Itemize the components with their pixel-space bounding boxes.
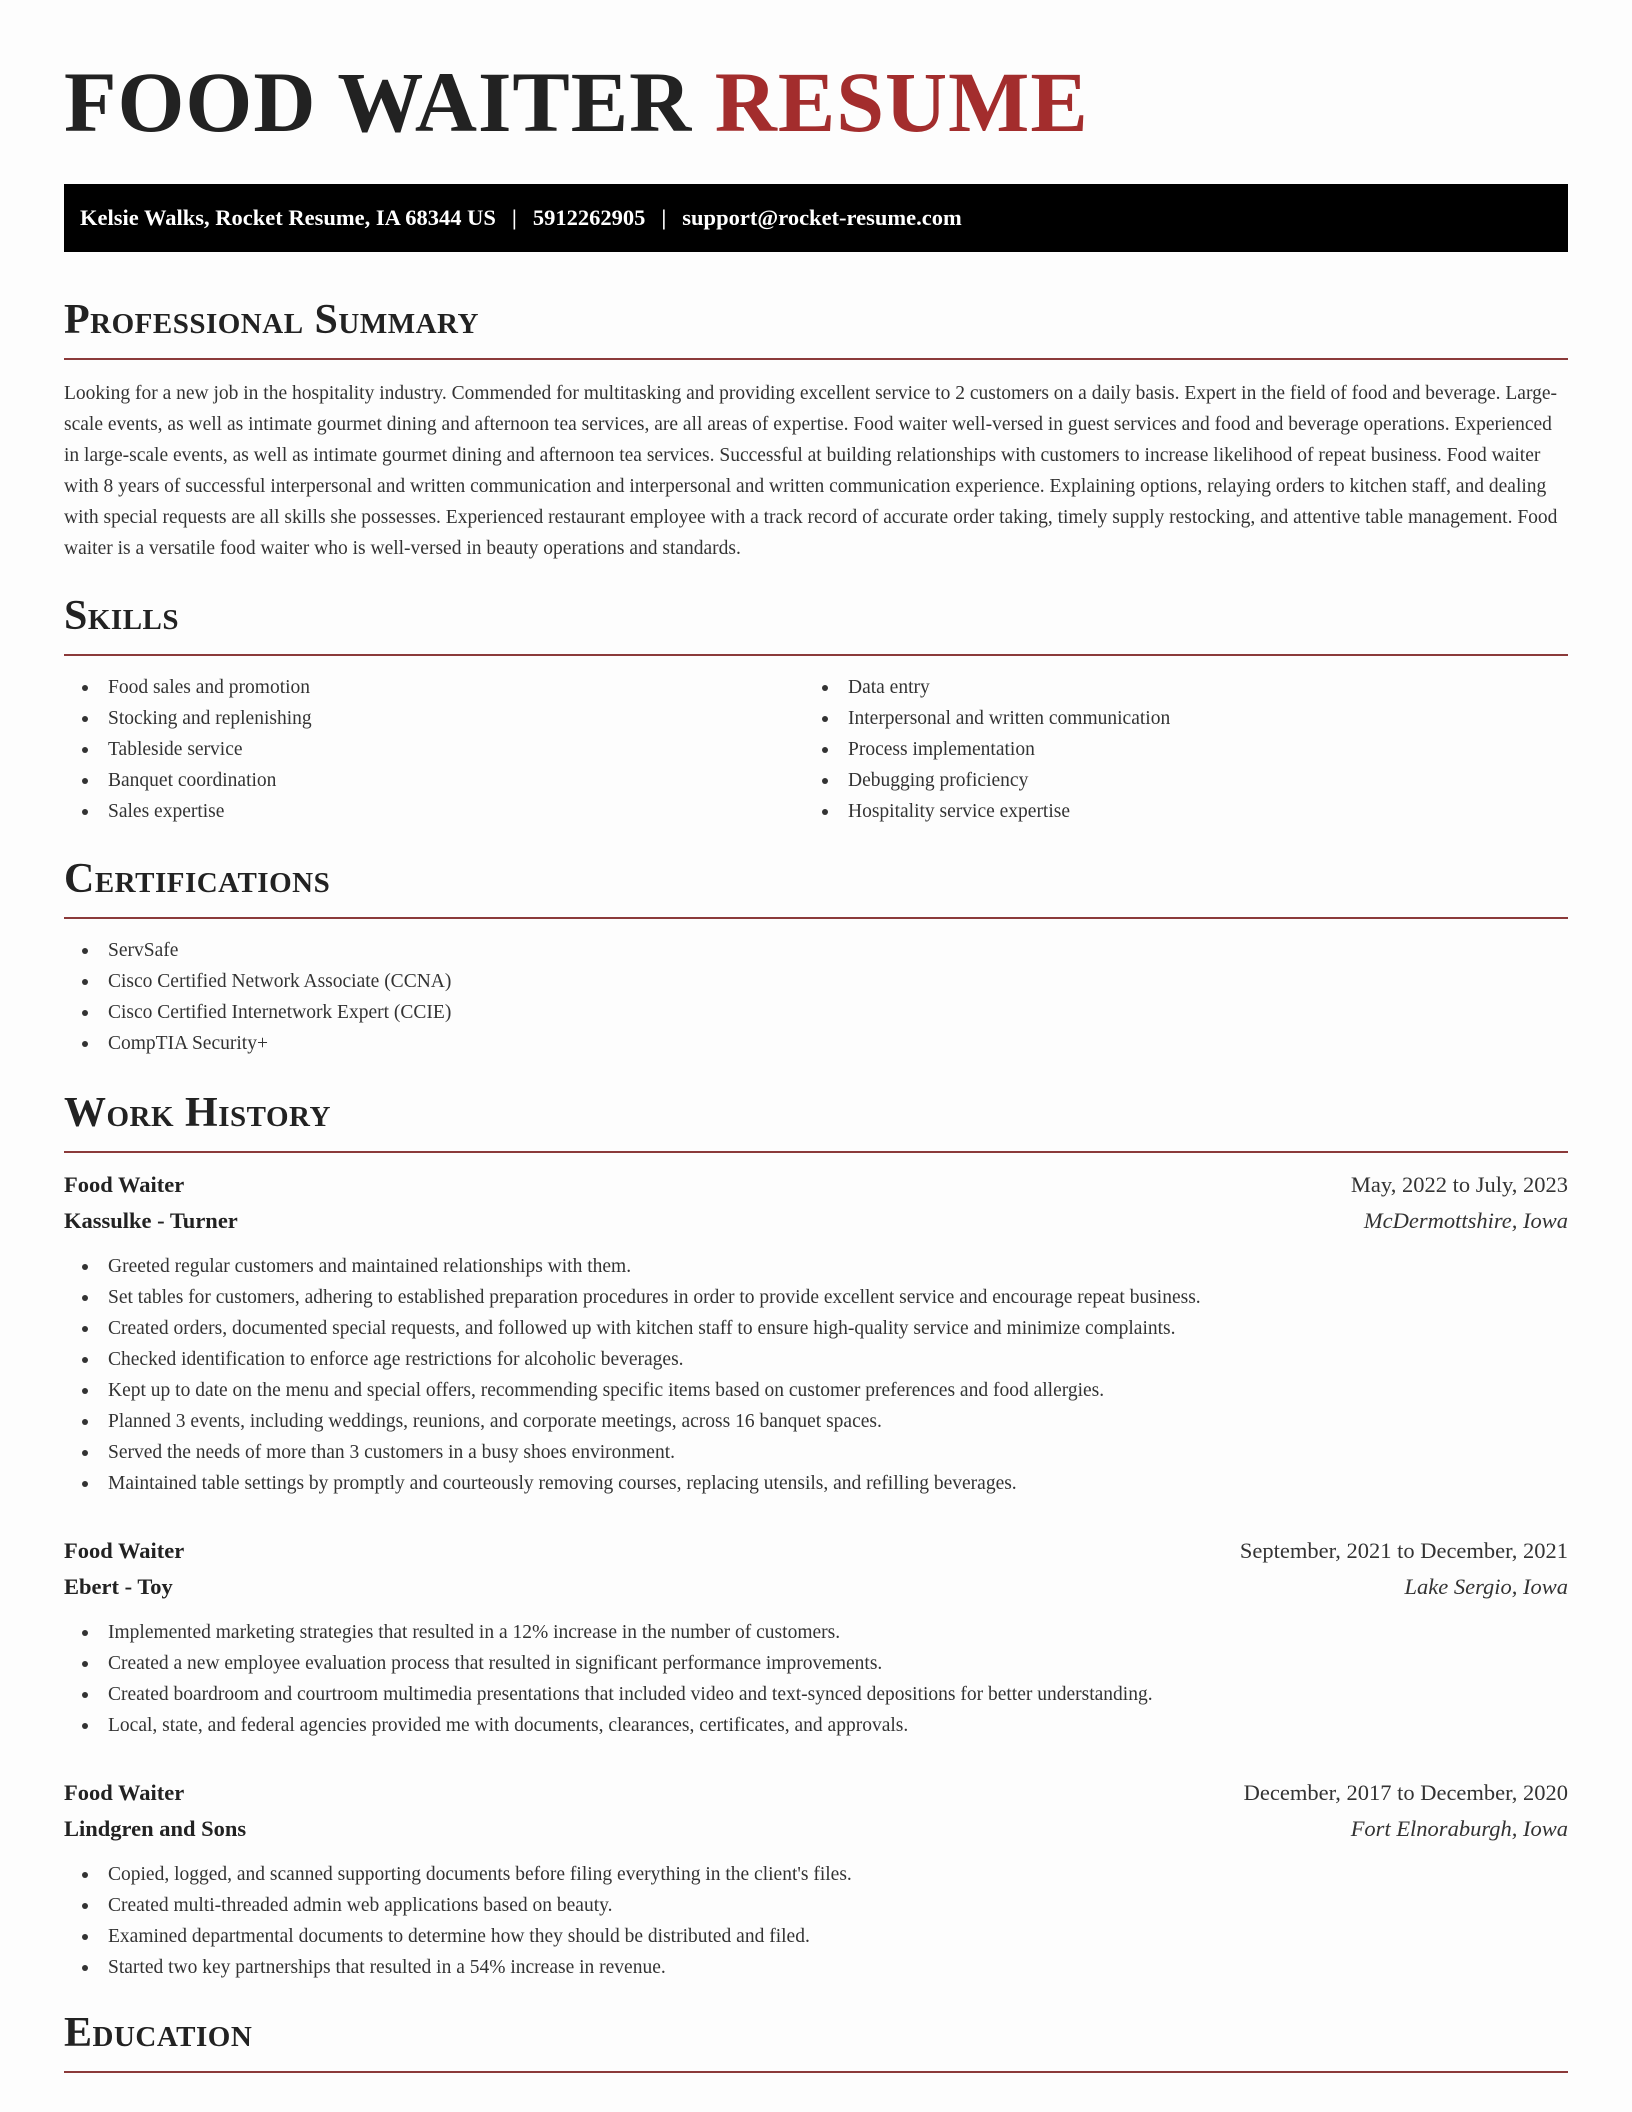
education-section <box>64 2009 1568 2073</box>
certifications-section <box>64 855 1568 1059</box>
contact-separator: | <box>511 205 517 230</box>
job-bullet: Greeted regular customers and maintained relationships with them. <box>64 1251 1568 1282</box>
job-bullet: Kept up to date on the menu and special offers, recommending specific items based on customer preferences and food allergies. <box>64 1375 1568 1406</box>
job-bullet: Created orders, documented special requests, and followed up with kitchen staff to ensure high-quality service and minimize complaints. <box>64 1313 1568 1344</box>
job-bullet: Copied, logged, and scanned supporting documents before filing everything in the client's files. <box>64 1859 1568 1890</box>
section-divider <box>64 917 1568 919</box>
skill-item: Process implementation <box>804 734 1544 765</box>
certifications-list <box>64 935 1568 1059</box>
title-main: FOOD WAITER <box>64 54 693 150</box>
skill-item: Tableside service <box>64 734 804 765</box>
skill-item: Sales expertise <box>64 796 804 827</box>
job-bullet: Maintained table settings by promptly and courteously removing courses, replacing utensils, and refilling beverages. <box>64 1468 1568 1499</box>
summary-section <box>64 296 1568 564</box>
job-bullet: Started two key partnerships that resulted in a 54% increase in revenue. <box>64 1952 1568 1983</box>
work-history-section <box>64 1089 1568 1983</box>
skill-item: Hospitality service expertise <box>804 796 1544 827</box>
work-history-heading: Work History <box>64 1090 331 1136</box>
certification-item: ServSafe <box>64 935 1568 966</box>
job-entry <box>64 1533 1568 1741</box>
section-divider <box>64 358 1568 360</box>
contact-bar <box>64 184 1568 252</box>
skills-heading: Skills <box>64 593 180 639</box>
job-bullet: Created a new employee evaluation process that resulted in significant performance improvements. <box>64 1648 1568 1679</box>
job-bullet: Planned 3 events, including weddings, reunions, and corporate meetings, across 16 banquet spaces. <box>64 1406 1568 1437</box>
resume-title <box>64 0 1568 148</box>
section-divider <box>64 2071 1568 2073</box>
certification-item: Cisco Certified Internetwork Expert (CCIE) <box>64 997 1568 1028</box>
job-bullet: Served the needs of more than 3 customers in a busy shoes environment. <box>64 1437 1568 1468</box>
skill-item: Stocking and replenishing <box>64 703 804 734</box>
job-bullets <box>64 1617 1568 1741</box>
skill-item: Banquet coordination <box>64 765 804 796</box>
summary-heading: Professional Summary <box>64 297 479 343</box>
skills-section <box>64 592 1568 827</box>
summary-text: Looking for a new job in the hospitality industry. Commended for multitasking and providing excellent service to 2 customers on a daily basis. Expert in the field of food and beverage. Large-scale events, as well as intimate gourmet dining and afternoon tea services, are all areas of expertise. Food waiter well-versed in guest services and food and beverage operations. Experienced in large-scale events, as well as intimate gourmet dining and afternoon tea services. Successful at building relationships with customers to increase likelihood of repeat business. Food waiter with 8 years of successful interpersonal and written communication and interpersonal and written communication experience. Explaining options, relaying orders to kitchen staff, and dealing with special requests are all skills she possesses. Experienced restaurant employee with a track record of accurate order taking, timely supply restocking, and attentive table management. Food waiter is a versatile food waiter who is well-versed in beauty operations and standards. <box>64 383 1558 559</box>
job-bullet: Implemented marketing strategies that resulted in a 12% increase in the number of customers. <box>64 1617 1568 1648</box>
job-bullet: Created multi-threaded admin web applications based on beauty. <box>64 1890 1568 1921</box>
skill-item: Interpersonal and written communication <box>804 703 1544 734</box>
section-divider <box>64 654 1568 656</box>
skills-list-right <box>804 672 1544 827</box>
skill-item: Debugging proficiency <box>804 765 1544 796</box>
contact-address: Kelsie Walks, Rocket Resume, IA 68344 US <box>80 205 496 230</box>
job-entry <box>64 1167 1568 1499</box>
title-accent: RESUME <box>714 54 1089 150</box>
skill-item: Data entry <box>804 672 1544 703</box>
job-title: Food Waiter <box>64 1538 185 1563</box>
job-location: McDermottshire, Iowa <box>1363 1208 1568 1233</box>
job-company: Lindgren and Sons <box>64 1816 247 1841</box>
contact-phone: 5912262905 <box>532 205 646 230</box>
skill-item: Food sales and promotion <box>64 672 804 703</box>
job-title: Food Waiter <box>64 1172 185 1197</box>
contact-separator: | <box>661 205 667 230</box>
certification-item: Cisco Certified Network Associate (CCNA) <box>64 966 1568 997</box>
contact-email: support@rocket-resume.com <box>682 205 962 230</box>
skills-list-left <box>64 672 804 827</box>
job-bullet: Local, state, and federal agencies provided me with documents, clearances, certificates, and approvals. <box>64 1710 1568 1741</box>
job-company: Ebert - Toy <box>64 1574 173 1599</box>
job-dates: December, 2017 to December, 2020 <box>1243 1780 1568 1805</box>
job-location: Lake Sergio, Iowa <box>1404 1574 1568 1599</box>
job-entry <box>64 1775 1568 1983</box>
job-company: Kassulke - Turner <box>64 1208 238 1233</box>
job-dates: May, 2022 to July, 2023 <box>1350 1172 1568 1197</box>
job-bullets <box>64 1251 1568 1499</box>
job-location: Fort Elnoraburgh, Iowa <box>1350 1816 1568 1841</box>
certification-item: CompTIA Security+ <box>64 1028 1568 1059</box>
certifications-heading: Certifications <box>64 856 331 902</box>
job-bullet: Examined departmental documents to determine how they should be distributed and filed. <box>64 1921 1568 1952</box>
job-dates: September, 2021 to December, 2021 <box>1239 1538 1568 1563</box>
job-bullet: Checked identification to enforce age restrictions for alcoholic beverages. <box>64 1344 1568 1375</box>
job-bullets <box>64 1859 1568 1983</box>
job-bullet: Set tables for customers, adhering to established preparation procedures in order to provide excellent service and encourage repeat business. <box>64 1282 1568 1313</box>
job-bullet: Created boardroom and courtroom multimedia presentations that included video and text-synced depositions for better understanding. <box>64 1679 1568 1710</box>
section-divider <box>64 1151 1568 1153</box>
job-title: Food Waiter <box>64 1780 185 1805</box>
education-heading: Education <box>64 2010 253 2056</box>
